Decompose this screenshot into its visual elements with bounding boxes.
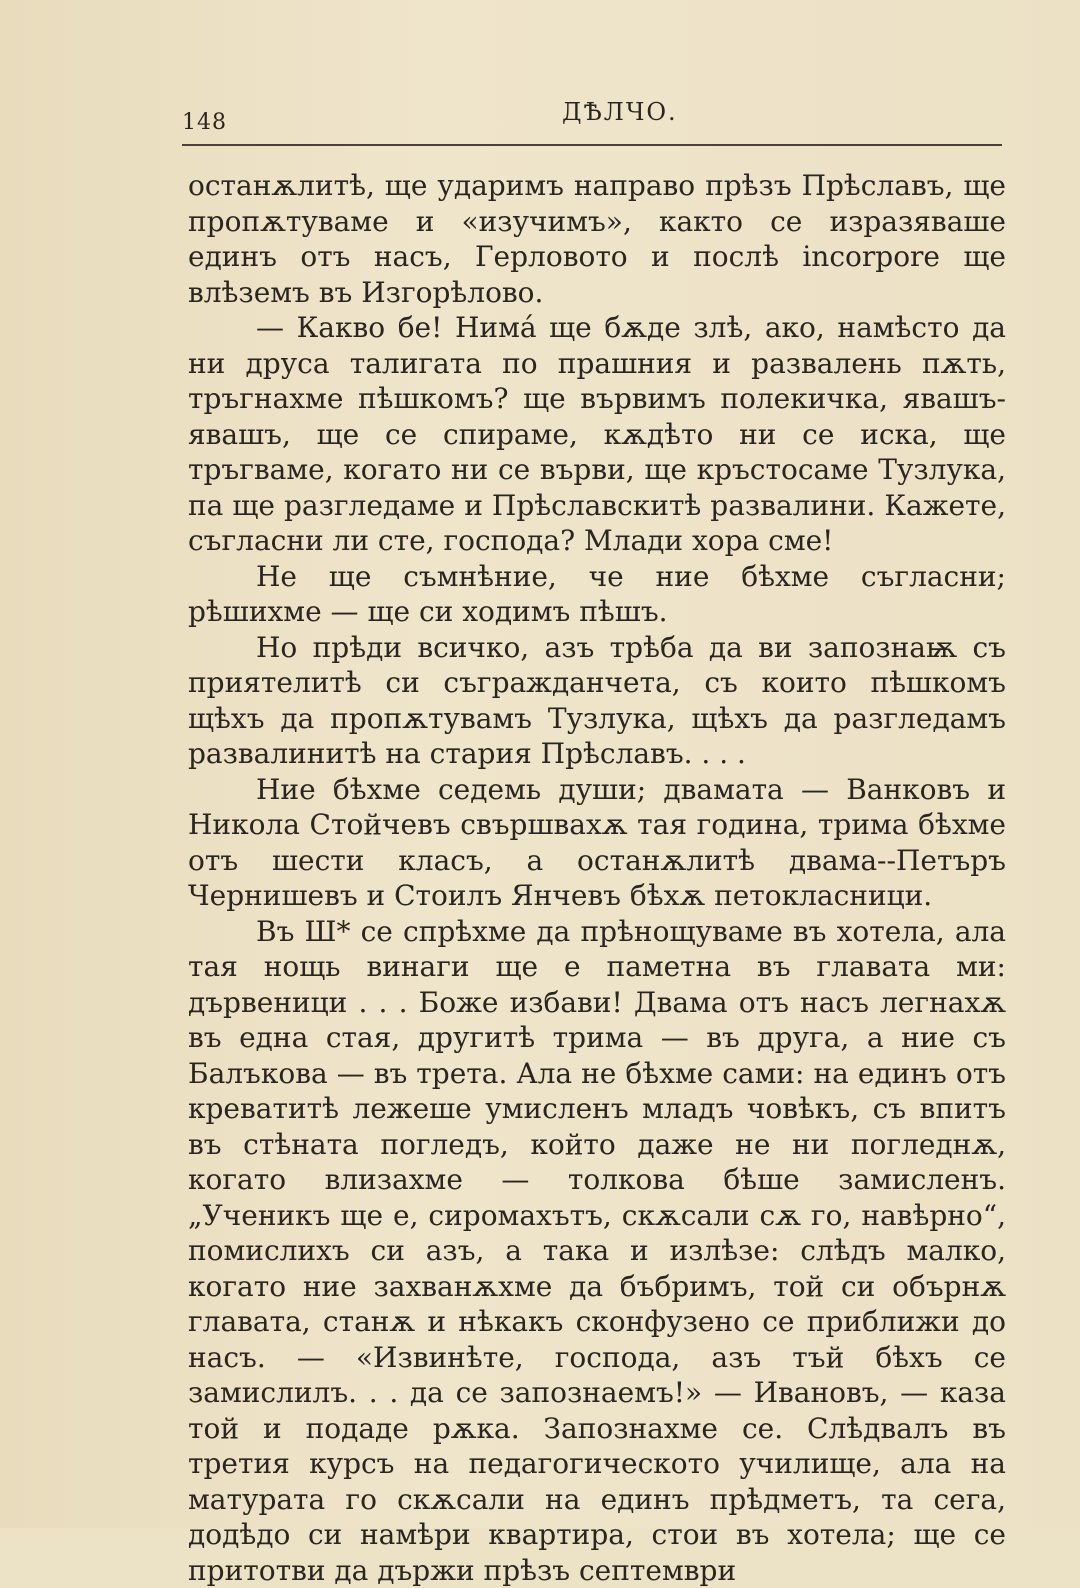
paragraph: Не ще съмнѣние, че ние бѣхме съгласни; рѣшихме — ще си ходимъ пѣшъ. xyxy=(188,559,1006,630)
paragraph: останѫлитѣ, ще ударимъ направо прѣзъ Прѣславъ, ще пропѫтуваме и «изучимъ», както се изразяваше единъ отъ насъ, Герловото и послѣ incorpore ще влѣземъ въ Изгорѣлово. xyxy=(188,168,1006,310)
running-title: ДѢЛЧО. xyxy=(562,98,678,126)
paragraph: — Какво бе! Нима́ ще бѫде злѣ, ако, намѣсто да ни друса талигата по прашния и развалень пѫть, тръгнахме пѣшкомъ? ще вървимъ полекичка, явашъ-явашъ, ще се спираме, кѫдѣто ни се иска, ще тръгваме, когато ни се върви, ще кръстосаме Тузлука, па ще разгледаме и Прѣславскитѣ развалини. Кажете, съгласни ли сте, господа? Млади хора сме! xyxy=(188,310,1006,559)
header-rule xyxy=(182,144,1002,146)
paragraph: Но прѣди всичко, азъ трѣба да ви запознаѭ съ приятелитѣ си съгражданчета, съ които пѣшкомъ щѣхъ да пропѫтувамъ Тузлука, щѣхъ да разгледамъ развалинитѣ на стария Прѣславъ. . . . xyxy=(188,630,1006,772)
paragraph: Ние бѣхме седемь души; двамата — Ванковъ и Никола Стойчевъ свършвахѫ тая година, трима бѣхме отъ шести класъ, а останѫлитѣ двама--Петъръ Чернишевъ и Стоилъ Янчевъ бѣхѫ петокласници. xyxy=(188,772,1006,914)
page-header xyxy=(182,96,1002,146)
body-text xyxy=(188,168,1006,1588)
page-number: 148 xyxy=(182,110,227,135)
paragraph: Въ Ш* се спрѣхме да прѣнощуваме въ хотела, ала тая нощь винаги ще е паметна въ главата ми: дървеници . . . Боже избави! Двама отъ насъ легнахѫ въ една стая, другитѣ трима — въ друга, а ние съ Балъкова — въ трета. Ала не бѣхме сами: на единъ отъ креватитѣ лежеше умисленъ младъ човѣкъ, съ впитъ въ стѣната погледъ, който даже не ни погледнѫ, когато влизахме — толкова бѣше замисленъ. „Ученикъ ще е, сиромахътъ, скѫсали сѫ го, навѣрно“, помислихъ си азъ, а така и излѣзе: слѣдъ малко, когато ние захванѫхме да бъбримъ, той си обърнѫ главата, станѫ и нѣкакъ сконфузено се приближи до насъ. — «Извинѣте, господа, азъ тъй бѣхъ се замислилъ. . . да се запознаемъ!» — Ивановъ, — каза той и подаде рѫка. Запознахме се. Слѣдвалъ въ третия курсъ на педагогическото училище, ала на матурата го скѫсали на единъ прѣдметъ, та сега, додѣдо си намѣри квартира, стои въ хотела; ще се притотви да държи прѣзъ септември xyxy=(188,914,1006,1588)
